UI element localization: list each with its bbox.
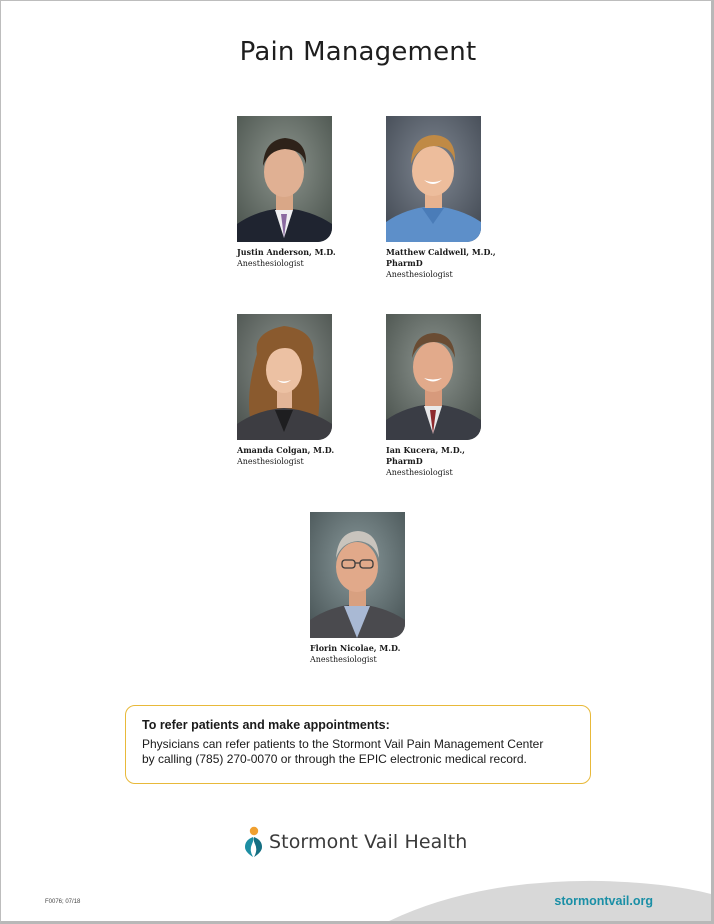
physician-card: [310, 512, 430, 665]
physician-card: [386, 314, 506, 478]
physician-name: Justin Anderson, M.D.: [237, 247, 336, 257]
physician-photo: [237, 314, 332, 440]
referral-text: [142, 737, 574, 767]
physician-card: [237, 116, 357, 269]
physician-card: [386, 116, 506, 280]
physician-name-line: Ian Kucera, M.D.,: [386, 445, 465, 455]
physician-role: Anesthesiologist: [237, 457, 304, 466]
physician-name: [386, 247, 506, 269]
logo-wordmark: Stormont Vail Health: [269, 831, 468, 853]
physician-name-line: Matthew Caldwell, M.D.,: [386, 247, 496, 257]
physician-role: Anesthesiologist: [386, 468, 453, 477]
physician-name: [386, 445, 506, 467]
physician-role: Anesthesiologist: [310, 655, 377, 664]
physician-role: Anesthesiologist: [386, 270, 453, 279]
physician-name: Amanda Colgan, M.D.: [237, 445, 335, 455]
physician-photo: [237, 116, 332, 242]
physician-card: [237, 314, 357, 467]
physician-name: Florin Nicolae, M.D.: [310, 643, 401, 653]
referral-line: Physicians can refer patients to the Stormont Vail Pain Management Center: [142, 737, 544, 751]
physician-role: Anesthesiologist: [237, 259, 304, 268]
stormont-vail-logo: [241, 825, 467, 859]
physician-photo: [386, 116, 481, 242]
physician-credential-line: PharmD: [386, 456, 423, 466]
page-title: Pain Management: [239, 37, 477, 67]
website-link[interactable]: stormontvail.org: [554, 894, 653, 908]
referral-line: by calling (785) 270-0070 or through the EPIC electronic medical record.: [142, 752, 527, 766]
referral-heading: To refer patients and make appointments:: [142, 718, 390, 732]
referral-box: [125, 705, 591, 784]
physician-photo: [386, 314, 481, 440]
form-code: F0076; 07/18: [45, 899, 81, 905]
physician-credential-line: PharmD: [386, 258, 423, 268]
physician-photo: [310, 512, 405, 638]
stormont-vail-logo-icon: [241, 826, 265, 858]
